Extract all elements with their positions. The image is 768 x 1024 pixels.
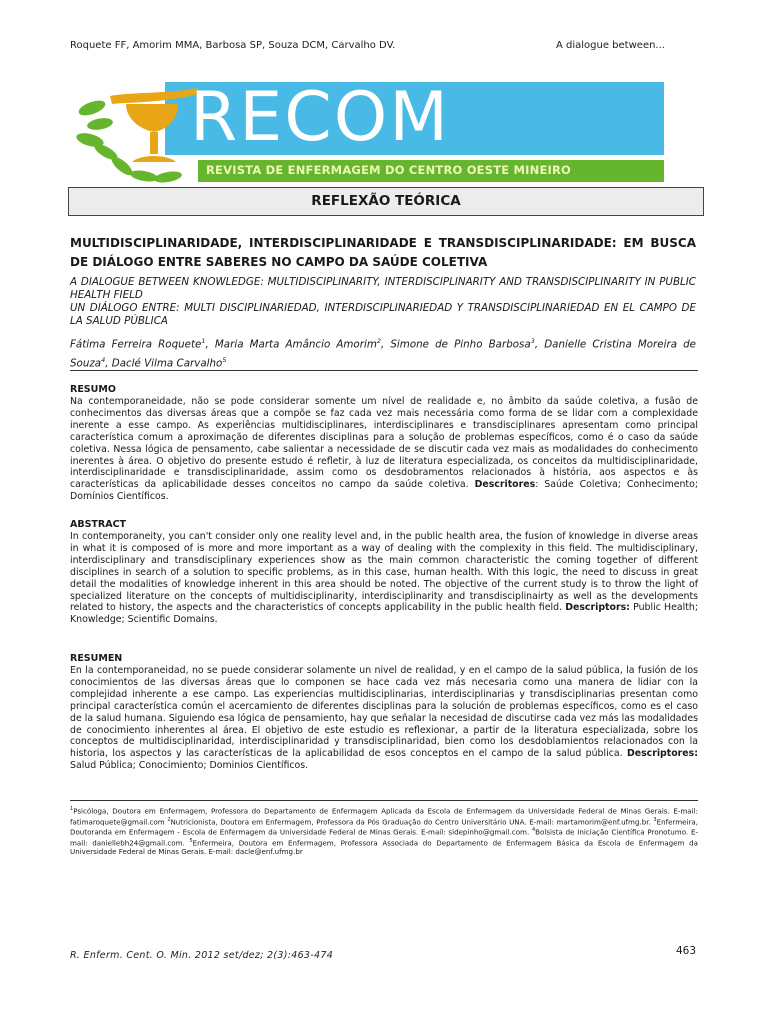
resumo-text: Na contemporaneidade, não se pode considerar somente um nível de realidade e, no âmbito da saúde coletiva, a fusão de conhecimentos das diversas áreas que a compõe se faz cada vez mais necessária como forma de se lidar com a complexidade inerente a esse campo. As experiências multidisciplinares, interdisciplinares e transdisciplinares apresentam como principal característica comum a aproximação de diferentes disciplinas para a solução de problemas específicos, como é o caso da saúde coletiva. Nessa lógica de pensamento, cabe salientar a necessidade de se discutir cada vez mais as modalidades do conhecimento inerentes à área. O objetivo do presente estudo é refletir, à luz de literatura especializada, os conceitos da multidisciplinaridade, interdisciplinaridade e transdisciplinaridade, assim como os desdobramentos relacionados à história, aos aspectos e às características da aplicabilidade desses conceitos no campo da saúde coletiva. [70, 396, 698, 491]
resumo-keywords-label: Descritores [474, 479, 536, 491]
running-head-title: A dialogue between... [556, 40, 665, 51]
resumo-keywords: : Saúde Coletiva; Conhecimento; Domínios Científicos. [70, 479, 699, 503]
resumen-keywords: Salud Pública; Conocimiento; Dominios Científicos. [70, 760, 309, 772]
resumen-text: En la contemporaneidad, no se puede considerar solamente un nivel de realidad, y en el campo de la salud pública, la fusión de los conocimientos de las diversas áreas que lo componen se hace cada vez más necesaria como una manera de lidiar con la complejidad inherente a ese campo. Las experiencias multidisciplinarias, interdisciplinarias y transdisciplinarias presentan como principal característica común el acercamiento de diferentes disciplinas para la solución de problemas específicos, como es el caso de la salud humana. Siguiendo esa lógica de pensamiento, hay que señalar la necesidad de discutirse cada vez más las modalidades de conocimiento inherentes al área. El objetivo de este estudio es reflexionar, a partir de la literatura especializada, sobre los conceptos de multidisciplinaridad, interdisciplinaridad y transdisciplinaridad, bien como los desdoblamientos relacionados con la historia, los aspectos y las características de la aplicabilidad de esos conceptos en el campo de la salud pública. [70, 665, 698, 760]
footnote-mark: 5 [189, 837, 193, 844]
footnote-mark: 1 [70, 806, 74, 812]
author-name: Simone de Pinho Barbosa [390, 338, 531, 351]
resumen-paragraph [70, 665, 698, 772]
footnote-text: Enfermeira, Doutora em Enfermagem, Professora Associada do Departamento de Enfermagem Básica da Escola de Enfermagem da Universidade Federal de Minas Gerais. E-mail: dacle@enf.ufmg.br [70, 838, 698, 857]
page-number: 463 [676, 945, 697, 957]
author-affiliation-mark: 3 [530, 337, 535, 345]
article-title: MULTIDISCIPLINARIDADE, INTERDISCIPLINARIDADE E TRANSDISCIPLINARIDADE: EM BUSCA DE DIÁLOGO ENTRE SABERES NO CAMPO DA SAÚDE COLETIVA [70, 236, 696, 269]
footnote-text: Psicóloga, Doutora em Enfermagem, Professora do Departamento de Enfermagem Aplicada da Escola de Enfermagem da Universidade Federal de Minas Gerais. E-mail: fatimaroquete@gmail.com [70, 806, 698, 826]
footnote-mark: 3 [653, 816, 657, 823]
author-list: Fátima Ferreira Roquete$^1$, Maria Marta Amâncio Amorim$^2$, Simone de Pinho Barbosa$^3$, Danielle Cristina Moreira de Souza$^4$, Daclé Vilma Carvalho$^5$ [70, 337, 697, 370]
footnote-text: Enfermeira, Doutoranda em Enfermagem - Escola de Enfermagem da Universidade Federal de Minas Gerais. E-mail: sidepinho@gmail.com. [70, 816, 698, 837]
author-affiliation-mark: 1 [201, 337, 206, 345]
title-spanish: UN DIÁLOGO ENTRE: MULTI DISCIPLINARIEDAD, INTERDISCIPLINARIEDAD Y TRANSDISCIPLINARIEDAD EN EL CAMPO DE LA SALUD PÚBLICA [70, 302, 696, 327]
footnote-mark: 4 [531, 827, 536, 834]
abstract-keywords-label: Descriptors: [565, 602, 630, 614]
author-affiliation-mark: 4 [101, 356, 106, 365]
author-name: Maria Marta Amâncio Amorim [214, 338, 377, 351]
section-label: REFLEXÃO TEÓRICA [68, 187, 704, 216]
abstract-paragraph [70, 531, 698, 626]
author-name: Fátima Ferreira Roquete [70, 338, 202, 351]
resumo-heading: RESUMO [70, 384, 116, 395]
abstract-heading: ABSTRACT [70, 519, 127, 530]
masthead-title: RECOM [190, 78, 450, 157]
footnote-text: Bolsista de Iniciação Científica Pronotumo. E-mail: daniellebh24@gmail.com. [70, 827, 699, 848]
resumen-keywords-label: Descriptores: [626, 748, 698, 760]
footnote-mark: 2 [167, 816, 171, 823]
masthead-subtitle: REVISTA DE ENFERMAGEM DO CENTRO OESTE MINEIRO [206, 163, 572, 177]
title-english: A DIALOGUE BETWEEN KNOWLEDGE: MULTIDISCIPLINARITY, INTERDISCIPLINARITY AND TRANSDISCIPLINARITY IN PUBLIC HEALTH FIELD [70, 276, 696, 301]
divider [70, 370, 698, 371]
author-name: Daclé Vilma Carvalho [111, 357, 223, 370]
author-affiliation-mark: 5 [222, 356, 227, 365]
resumo-paragraph [70, 396, 698, 503]
running-head-authors: Roquete FF, Amorim MMA, Barbosa SP, Souza DCM, Carvalho DV. [70, 40, 396, 51]
author-affiliation-mark: 2 [376, 337, 381, 345]
footnote-divider [70, 800, 698, 801]
footnotes [70, 805, 698, 856]
abstract-text: In contemporaneity, you can't consider only one reality level and, in the public health area, the fusion of knowledge in diverse areas in what it is composed of is more and more important as a way of dealing with the complexity in this field. The multidisciplinary, interdisciplinary and transdisciplinary experiences show as the main common characteristic the coming together of different disciplines in search of a solution to specific problems, as in this case, human health. With this logic, the need to discuss in great detail the modalities of knowledge inherent in this area should be noted. The objective of the current study is to throw the light of specialized literature on the concepts of multidisciplinarity, interdisciplinarity and transdisciplinairty as well as the developments related to history, the aspects and the characteristics of concepts applicability in the public health field. [70, 531, 698, 614]
abstract-keywords: Public Health; Knowledge; Scientific Domains. [70, 602, 698, 626]
footnote-text: Nutricionista, Doutora em Enfermagem, Professora da Pós Graduação do Centro Universitário UNA. E-mail: martamorim@enf.ufmg.br. [170, 816, 654, 826]
journal-citation: R. Enferm. Cent. O. Min. 2012 set/dez; 2(3):463-474 [70, 950, 334, 961]
author-name: Danielle Cristina Moreira de Souza [70, 338, 697, 370]
alternate-titles [70, 276, 696, 328]
resumen-heading: RESUMEN [70, 653, 123, 664]
